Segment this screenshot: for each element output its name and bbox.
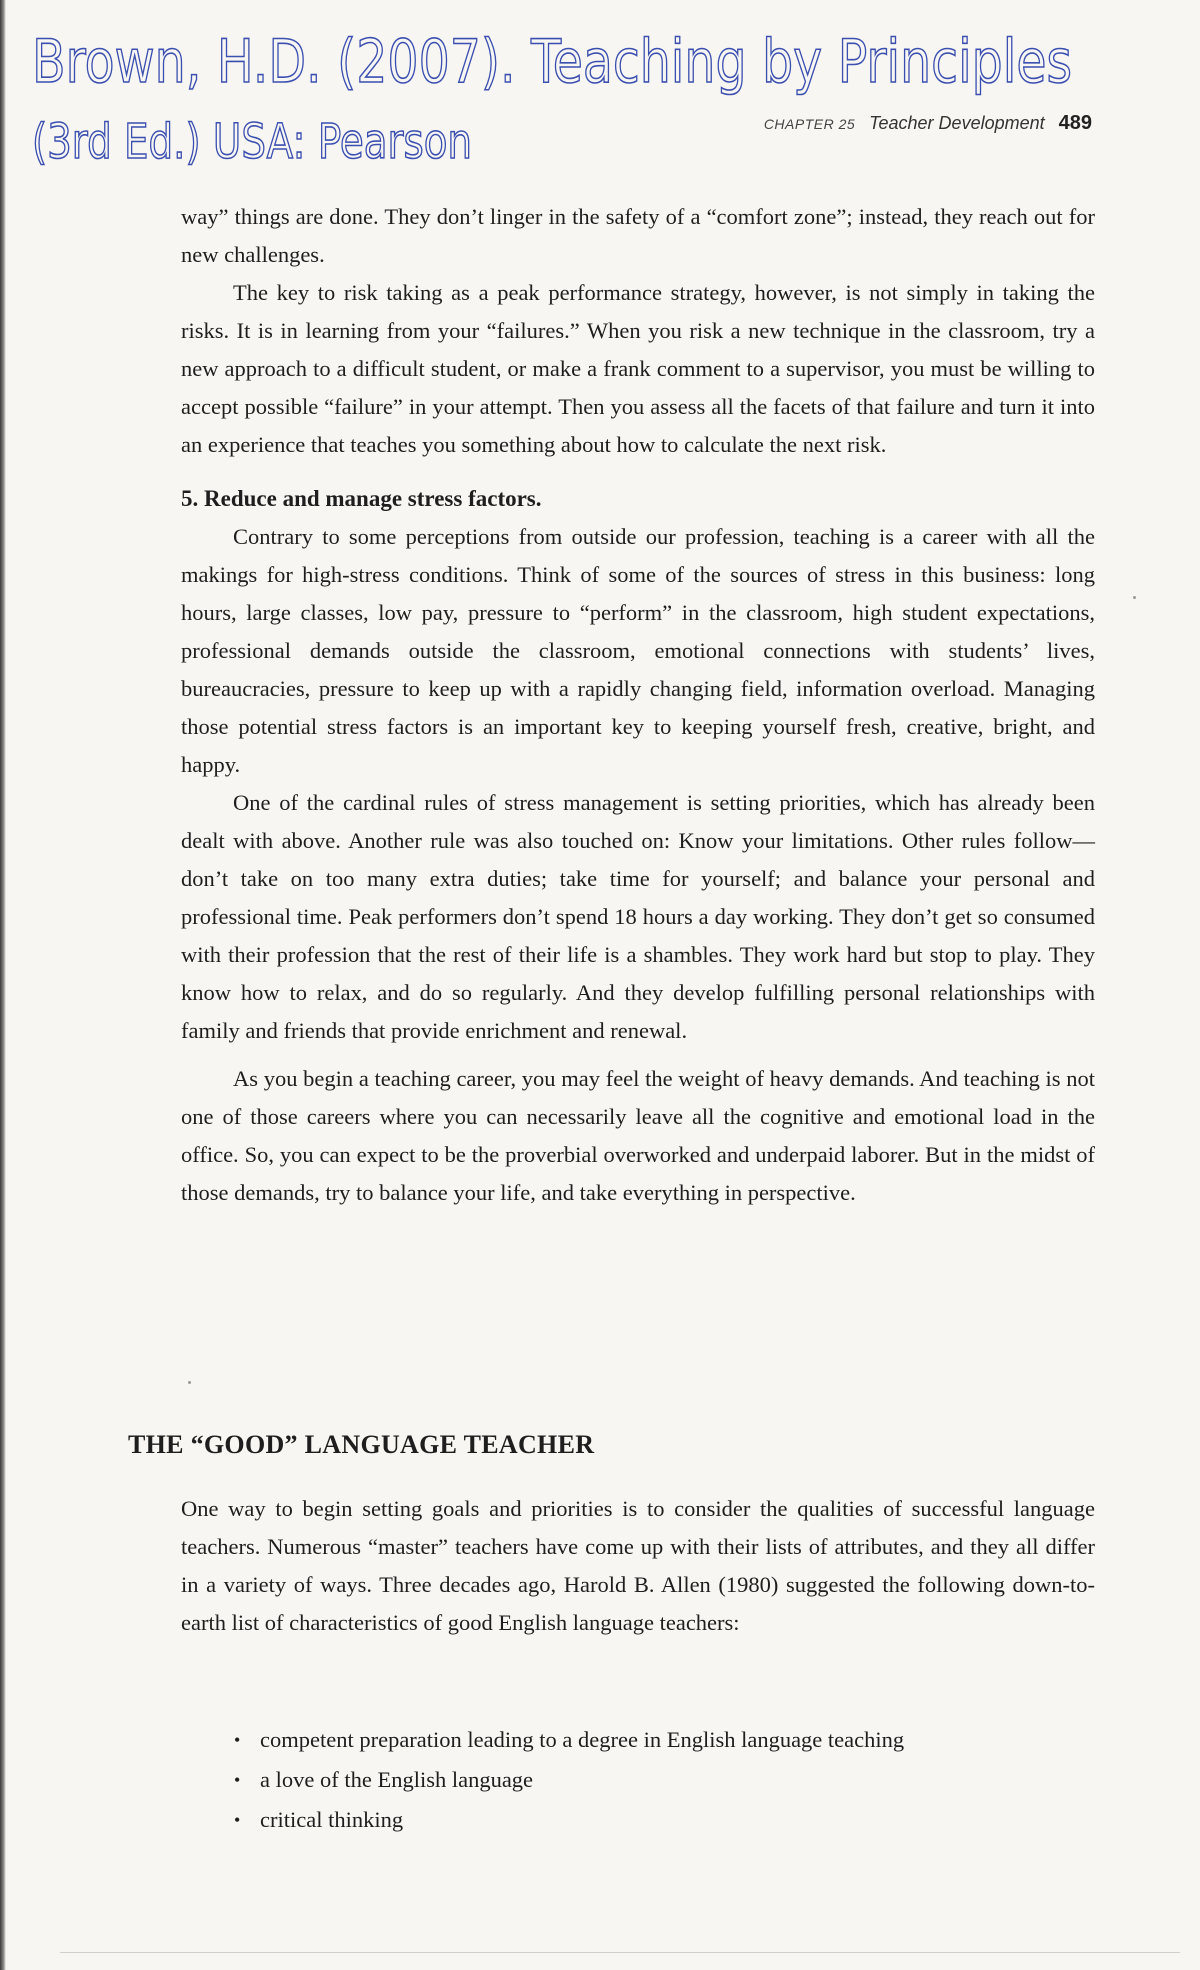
paragraph: Contrary to some perceptions from outside our profession, teaching is a career with all the makings for high-stress conditions. Think of some of the sources of stress in this business: long hours, large classes, low pay, pressure to “perform” in the classroom, high student expectations, professional demands outside the classroom, emotional connections with students’ lives, bureaucracies, pressure to keep up with a rapidly changing field, information overload. Managing those potential stress factors is an important key to keeping yourself fresh, creative, bright, and happy. bbox=[181, 524, 1095, 777]
running-head bbox=[712, 112, 1092, 140]
handwritten-line-2: (3rd Ed.) USA: Pearson bbox=[32, 114, 472, 170]
list-item: • critical thinking bbox=[232, 1800, 1092, 1840]
paragraph: As you begin a teaching career, you may feel the weight of heavy demands. And teaching is not one of those careers where you can necessarily leave all the cognitive and emotional load in the office. So, you can expect to be the proverbial overworked and underpaid laborer. But in the midst of those demands, try to balance your life, and take everything in perspective. bbox=[181, 1066, 1095, 1205]
paragraph: The key to risk taking as a peak performance strategy, however, is not simply in taking the risks. It is in learning from your “failures.” When you risk a new technique in the classroom, try a new approach to a difficult student, or make a frank comment to a supervisor, you must be willing to accept possible “failure” in your attempt. Then you assess all the facets of that failure and turn it into an experience that teaches you something about how to calculate the next risk. bbox=[181, 280, 1095, 457]
section-intro-paragraph: One way to begin setting goals and priorities is to consider the qualities of successful language teachers. Numerous “master” teachers have come up with their lists of attributes, and they all differ in a variety of ways. Three decades ago, Harold B. Allen (1980) suggested the following down-to-earth list of characteristics of good English language teachers: bbox=[181, 1496, 1095, 1635]
numbered-heading: 5. Reduce and manage stress factors. bbox=[181, 486, 542, 511]
list-item: • a love of the English language bbox=[232, 1760, 1092, 1800]
characteristics-list bbox=[232, 1720, 1092, 1840]
stray-scan-mark bbox=[188, 1381, 191, 1384]
page-number: 489 bbox=[1058, 112, 1092, 134]
paragraph: way” things are done. They don’t linger in the safety of a “comfort zone”; instead, they reach out for new challenges. bbox=[181, 204, 1095, 267]
handwritten-line-1: Brown, H.D. (2007). Teaching by Principles bbox=[32, 27, 1072, 97]
body-text bbox=[181, 198, 1095, 1212]
page-bottom-edge bbox=[60, 1952, 1180, 1953]
section-heading: THE “GOOD” LANGUAGE TEACHER bbox=[128, 1430, 595, 1459]
list-item: • competent preparation leading to a degree in English language teaching bbox=[232, 1720, 1092, 1760]
handwritten-citation bbox=[28, 18, 1088, 188]
paragraph: One of the cardinal rules of stress management is setting priorities, which has already been dealt with above. Another rule was also touched on: Know your limitations. Other rules follow—don’t take on too many extra duties; take time for yourself; and balance your personal and professional time. Peak performers don’t spend 18 hours a day working. They don’t get so consumed with their profession that the rest of their life is a shambles. They work hard but stop to play. They know how to relax, and do so regularly. And they develop fulfilling personal relationships with family and friends that provide enrichment and renewal. bbox=[181, 790, 1095, 1043]
running-section-title: Teacher Development bbox=[869, 113, 1045, 133]
page-binding-edge bbox=[0, 0, 6, 1970]
stray-scan-mark bbox=[1133, 596, 1136, 599]
chapter-label: CHAPTER 25 bbox=[763, 116, 856, 132]
